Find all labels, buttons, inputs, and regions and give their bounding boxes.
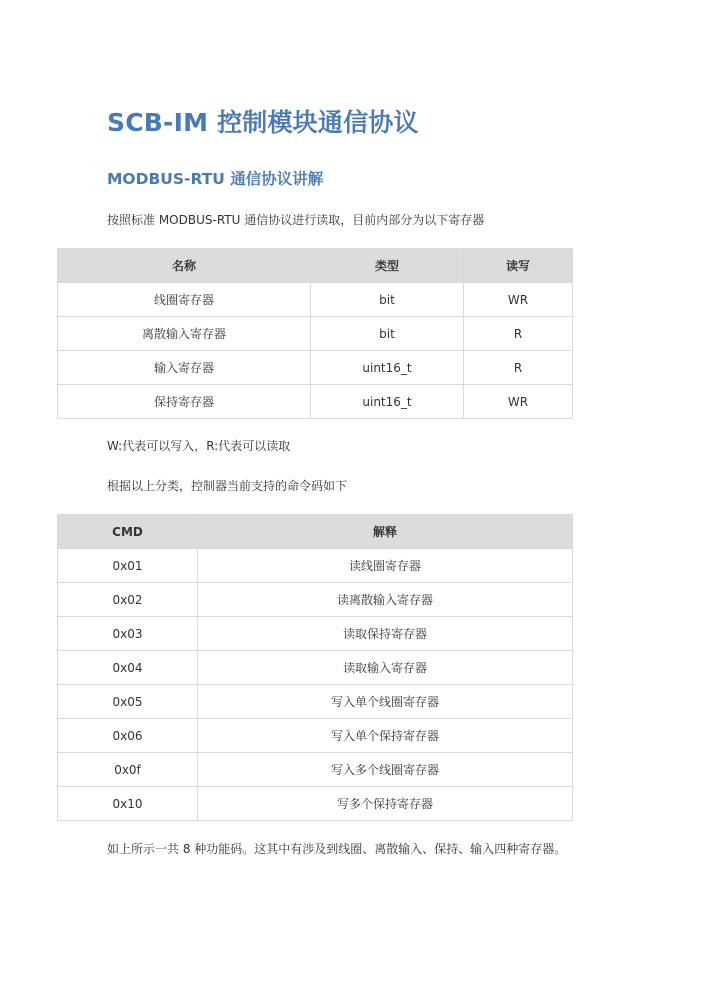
header-rw: 读写	[464, 249, 573, 283]
section-heading: MODBUS-RTU 通信协议讲解	[107, 170, 324, 188]
register-rw: R	[464, 351, 573, 385]
cmd-description: 读离散输入寄存器	[198, 583, 573, 617]
header-explanation: 解释	[198, 515, 573, 549]
cmd-description: 读线圈寄存器	[198, 549, 573, 583]
cmd-code: 0x02	[58, 583, 198, 617]
register-type: uint16_t	[311, 385, 464, 419]
register-name: 输入寄存器	[58, 351, 311, 385]
register-rw: WR	[464, 283, 573, 317]
table-row	[58, 317, 573, 351]
header-cmd: CMD	[58, 515, 198, 549]
table-header-row	[58, 515, 573, 549]
document-title: SCB-IM 控制模块通信协议	[107, 108, 419, 137]
command-table	[57, 514, 573, 821]
register-type: bit	[311, 283, 464, 317]
cmd-description: 写多个保持寄存器	[198, 787, 573, 821]
register-rw: WR	[464, 385, 573, 419]
table-row	[58, 685, 573, 719]
cmd-description: 读取保持寄存器	[198, 617, 573, 651]
cmd-code: 0x03	[58, 617, 198, 651]
cmd-description: 写入单个线圈寄存器	[198, 685, 573, 719]
header-type: 类型	[311, 249, 464, 283]
cmd-description: 读取输入寄存器	[198, 651, 573, 685]
cmd-intro: 根据以上分类，控制器当前支持的命令码如下	[107, 479, 348, 493]
cmd-code: 0x05	[58, 685, 198, 719]
intro-paragraph: 按照标准 MODBUS-RTU 通信协议进行读取，目前内部分为以下寄存器	[107, 213, 485, 227]
register-table	[57, 248, 573, 419]
table-row	[58, 651, 573, 685]
table-row	[58, 787, 573, 821]
cmd-description: 写入单个保持寄存器	[198, 719, 573, 753]
table-row	[58, 583, 573, 617]
cmd-code: 0x06	[58, 719, 198, 753]
cmd-code: 0x10	[58, 787, 198, 821]
register-rw: R	[464, 317, 573, 351]
table-row	[58, 351, 573, 385]
table-row	[58, 753, 573, 787]
table-row	[58, 549, 573, 583]
cmd-description: 写入多个线圈寄存器	[198, 753, 573, 787]
cmd-code: 0x04	[58, 651, 198, 685]
cmd-code: 0x0f	[58, 753, 198, 787]
rw-note: W:代表可以写入，R:代表可以读取	[107, 439, 291, 453]
table-row	[58, 385, 573, 419]
register-name: 保持寄存器	[58, 385, 311, 419]
table-row	[58, 617, 573, 651]
register-type: bit	[311, 317, 464, 351]
register-type: uint16_t	[311, 351, 464, 385]
register-name: 线圈寄存器	[58, 283, 311, 317]
header-name: 名称	[58, 249, 311, 283]
table-header-row	[58, 249, 573, 283]
summary-paragraph: 如上所示一共 8 种功能码。这其中有涉及到线圈、离散输入、保持、输入四种寄存器。	[107, 842, 567, 856]
register-name: 离散输入寄存器	[58, 317, 311, 351]
table-row	[58, 719, 573, 753]
cmd-code: 0x01	[58, 549, 198, 583]
table-row	[58, 283, 573, 317]
